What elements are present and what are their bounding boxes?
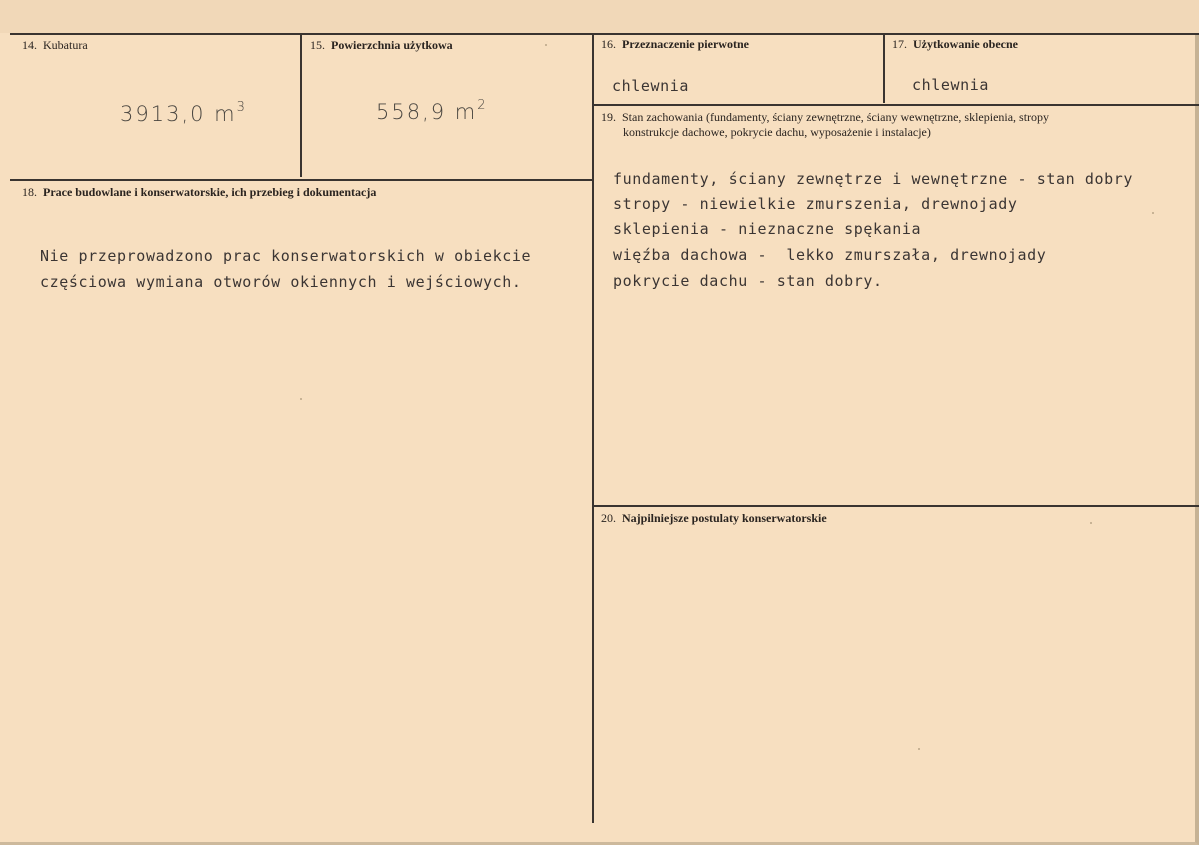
field-14-value [120,100,247,126]
center-divider [592,33,594,823]
field-14-label [22,38,88,53]
paper-speck [300,398,302,400]
divider-16-17 [883,33,885,103]
field-19-label-line-2: konstrukcje dachowe, pokrycie dachu, wyposażenie i instalacje) [623,125,931,139]
paper-speck [918,748,920,750]
field-15-label [310,38,453,53]
field-20-label [601,511,827,526]
field-19-line-3: sklepienia - nieznaczne spękania [613,220,922,238]
field-14-value-text: 3913,0 m [120,102,237,126]
rule-below-19 [592,505,1199,507]
field-16-label [601,37,749,52]
field-19-line-4: więźba dachowa - lekko zmurszała, drewnojady [613,246,1047,264]
field-17-label [892,37,1018,52]
field-17-title: Użytkowanie obecne [913,37,1018,51]
rule-below-16-17 [592,104,1199,106]
field-17-value: chlewnia [912,76,990,94]
field-18-label [22,185,376,200]
rule-below-14-15 [10,179,592,181]
field-18-line-1: Nie przeprowadzono prac konserwatorskich w obiekcie [40,247,532,265]
field-19-line-1: fundamenty, ściany zewnętrze i wewnętrzne - stan dobry [613,170,1134,188]
divider-14-15 [300,33,302,177]
field-16-value: chlewnia [612,77,690,95]
field-19-label [601,110,1049,125]
field-15-unit-superscript: 2 [477,98,488,113]
field-14-unit-superscript: 3 [236,100,247,115]
field-19-line-2: stropy - niewielkie zmurszenia, drewnojady [613,195,1018,213]
field-15-number: 15. [310,38,325,52]
field-18-number: 18. [22,185,37,199]
paper-speck [545,44,547,46]
field-19-line-5: pokrycie dachu - stan dobry. [613,272,883,290]
field-14-title: Kubatura [43,38,88,52]
paper-speck [1090,522,1092,524]
field-18-line-2: częściowa wymiana otworów okiennych i wejściowych. [40,273,522,291]
field-15-title: Powierzchnia użytkowa [331,38,453,52]
top-band [0,0,1199,33]
field-15-value-text: 558,9 m [376,100,478,124]
field-20-number: 20. [601,511,616,525]
field-15-value [376,98,488,124]
top-rule [10,33,1199,35]
field-16-number: 16. [601,37,616,51]
paper-speck [1152,212,1154,214]
field-17-number: 17. [892,37,907,51]
field-14-number: 14. [22,38,37,52]
field-18-title: Prace budowlane i konserwatorskie, ich przebieg i dokumentacja [43,185,377,199]
field-19-title-line-1: Stan zachowania (fundamenty, ściany zewnętrzne, ściany wewnętrzne, sklepienia, stropy [622,110,1050,124]
field-20-title: Najpilniejsze postulaty konserwatorskie [622,511,827,525]
field-16-title: Przeznaczenie pierwotne [622,37,749,51]
field-19-number: 19. [601,110,616,124]
